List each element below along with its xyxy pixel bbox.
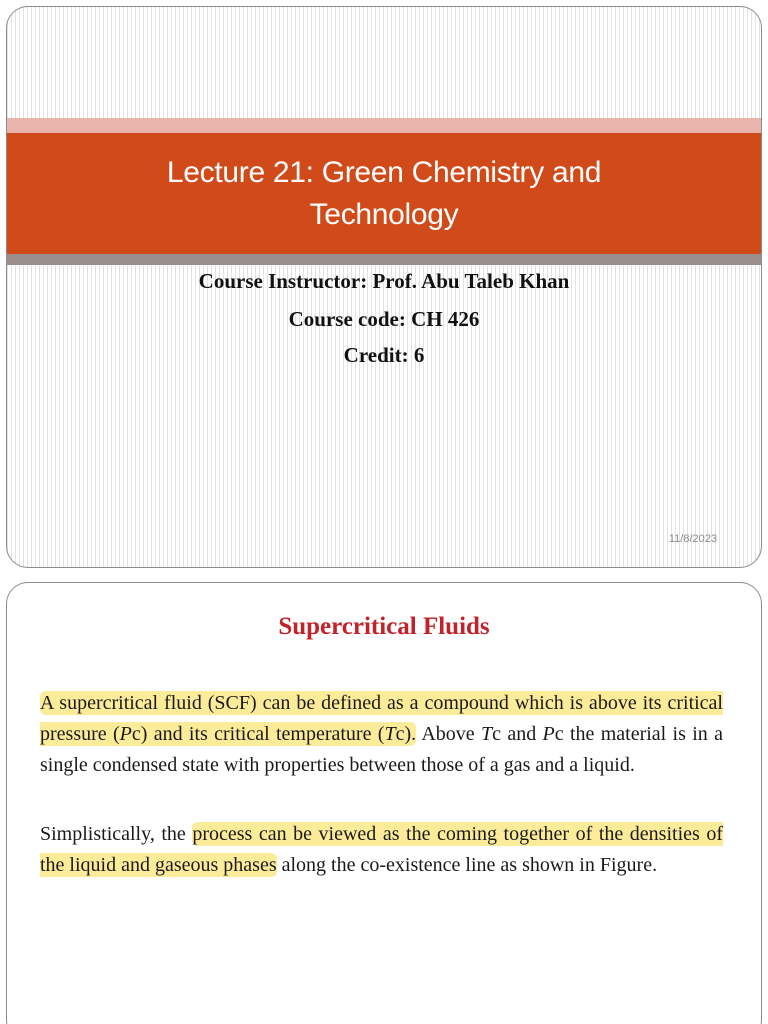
scf-definition-paragraph	[40, 688, 723, 781]
paragraph-text: Simplistically, the	[40, 823, 193, 845]
title-slide	[6, 6, 762, 568]
paragraph-text: c and	[492, 723, 543, 745]
definition-text: c).	[395, 723, 417, 745]
paragraph-text: Above	[416, 723, 481, 745]
temperature-symbol: T	[481, 723, 493, 745]
course-code: Course code: CH 426	[288, 307, 480, 331]
slide-date: 11/8/2023	[668, 533, 717, 545]
course-credit: Credit: 6	[343, 343, 425, 367]
pressure-symbol: P	[542, 723, 555, 745]
highlight: process can be viewed as the coming together of the densities of the liquid and gaseous phases	[40, 823, 723, 876]
accent-band	[7, 118, 761, 133]
section-heading: Supercritical Fluids	[278, 613, 490, 640]
temperature-symbol: T	[384, 723, 396, 745]
content-slide	[6, 582, 762, 1024]
definition-text: A supercritical fluid (SCF) can be defined as a compound which is above its critical pressure (	[40, 692, 723, 745]
scf-process-paragraph	[40, 819, 723, 881]
paragraph-text: c the material is in a single condensed state with properties between those of a gas and a liquid.	[40, 723, 723, 776]
course-instructor: Course Instructor: Prof. Abu Taleb Khan	[198, 269, 570, 293]
pressure-symbol: P	[119, 723, 132, 745]
title-band	[7, 133, 761, 254]
definition-text: c) and its critical temperature (	[131, 723, 385, 745]
lecture-title: Lecture 21: Green Chemistry and Technology	[166, 155, 602, 231]
paragraph-text: along the co-existence line as shown in Figure.	[276, 854, 658, 876]
divider-band	[7, 254, 761, 265]
